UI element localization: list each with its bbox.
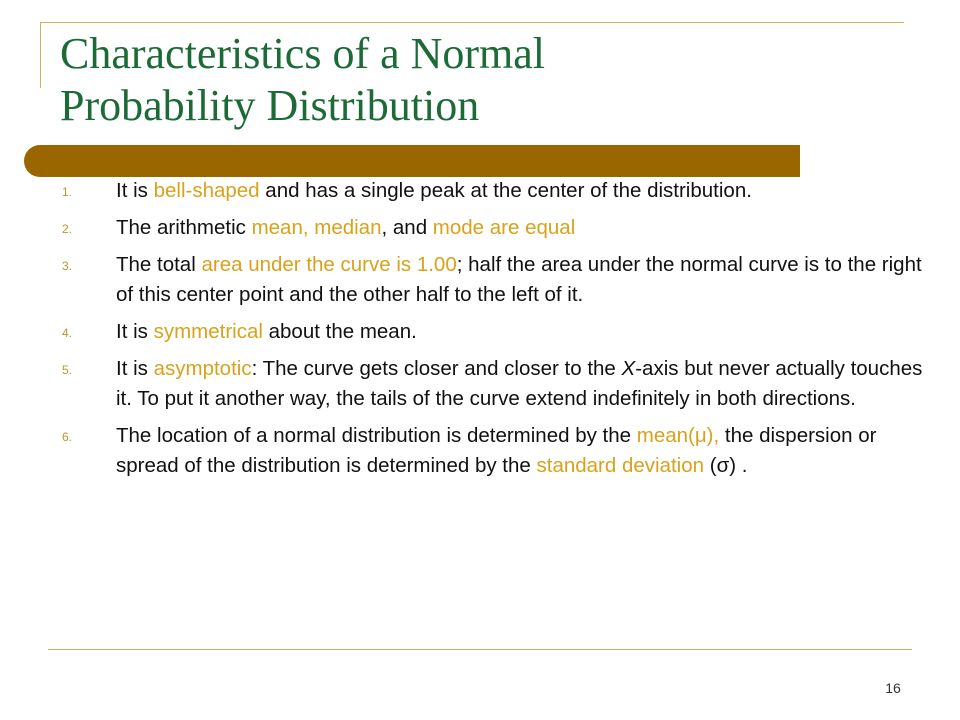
highlighted-term: area under the curve is 1.00 — [201, 253, 457, 276]
text-run: ; half the area under the normal curve is to the right of this center point and the other half to the left of it. — [116, 253, 922, 306]
highlighted-term: ), — [706, 424, 720, 447]
text-run: -axis but never actually touches it. To put it another way, the tails of the curve extend indefinitely in both directions. — [116, 357, 923, 410]
highlighted-term: mean, median — [251, 216, 382, 239]
frame-bottom-line — [48, 649, 912, 650]
list-item-number: 1. — [62, 185, 73, 199]
text-run: about the mean. — [262, 320, 417, 343]
highlighted-term: μ — [694, 424, 707, 447]
list-item-number: 4. — [62, 326, 73, 340]
list-item-number: 6. — [62, 430, 73, 444]
list-item-text — [116, 424, 876, 477]
list-item-text — [116, 179, 752, 202]
title-underline-band — [24, 145, 800, 177]
list-item-text — [116, 253, 922, 306]
highlighted-term: asymptotic — [153, 357, 252, 380]
frame-top-line — [40, 22, 904, 23]
title-line-1: Characteristics of a Normal — [60, 29, 546, 78]
list-item — [62, 250, 942, 310]
list-item — [62, 176, 942, 206]
highlighted-term: mode are equal — [432, 216, 576, 239]
text-run: , and — [381, 216, 433, 239]
list-item — [62, 354, 942, 414]
text-run: (σ) . — [704, 454, 748, 477]
text-run: It is — [116, 179, 154, 202]
text-run: and has a single peak at the center of the distribution. — [259, 179, 752, 202]
list-item-number: 3. — [62, 259, 73, 273]
slide-title — [60, 28, 900, 132]
list-item — [62, 317, 942, 347]
frame-left-line — [40, 22, 41, 88]
characteristics-list — [62, 176, 942, 488]
highlighted-term: symmetrical — [153, 320, 263, 343]
text-run: The total — [116, 253, 202, 276]
text-run: It is — [116, 320, 154, 343]
page-number: 16 — [885, 680, 901, 696]
list-item-text — [116, 357, 922, 410]
text-run: The arithmetic — [116, 216, 252, 239]
text-run: : The curve gets closer and closer to the — [251, 357, 622, 380]
text-run: the dispersion or spread of the distribution is determined by the — [116, 424, 877, 477]
highlighted-term: mean( — [636, 424, 695, 447]
list-item — [62, 421, 942, 481]
list-item — [62, 213, 942, 243]
text-run: The location of a normal distribution is determined by the — [116, 424, 637, 447]
text-run: It is — [116, 357, 154, 380]
list-item-text — [116, 320, 417, 343]
list-item-number: 5. — [62, 363, 73, 377]
highlighted-term: bell-shaped — [153, 179, 260, 202]
title-line-2: Probability Distribution — [60, 81, 480, 130]
highlighted-term: standard deviation — [536, 454, 705, 477]
italic-text: X — [621, 357, 636, 380]
list-item-number: 2. — [62, 222, 73, 236]
list-item-text — [116, 216, 575, 239]
